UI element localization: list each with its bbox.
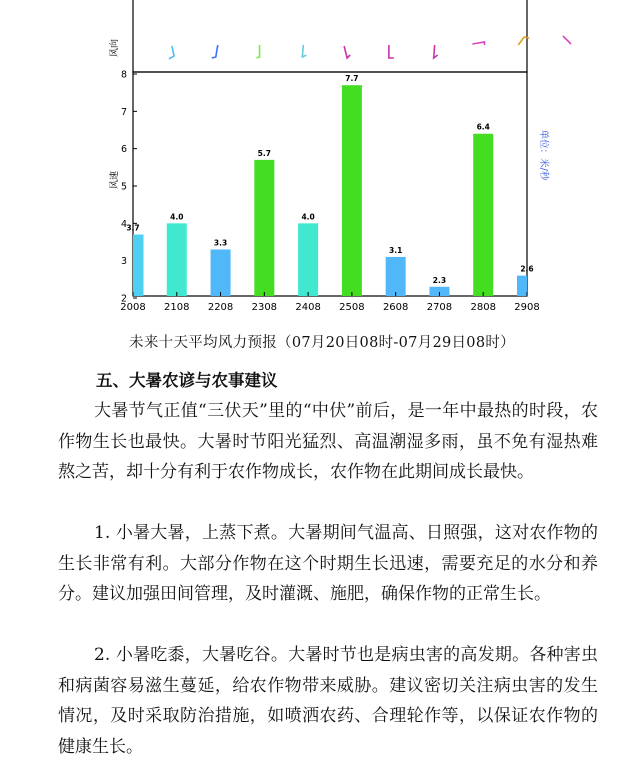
wind-barb-2308 bbox=[302, 45, 306, 57]
bar-2408 bbox=[298, 223, 318, 296]
wind-barb-2108 bbox=[212, 45, 218, 58]
y-tick-label: 6 bbox=[120, 144, 127, 156]
wind-barbs-group bbox=[169, 36, 571, 59]
bar-2108 bbox=[167, 223, 187, 296]
x-tick-label: 2008 bbox=[120, 302, 146, 313]
y-tick-label: 4 bbox=[120, 218, 127, 230]
bar-value-label: 3.3 bbox=[213, 238, 228, 248]
bar-2308 bbox=[254, 160, 274, 296]
wind-barb-2608 bbox=[434, 45, 438, 58]
wind-barb-2508 bbox=[389, 45, 394, 58]
y-tick-label: 5 bbox=[120, 181, 127, 193]
bar-2608 bbox=[386, 257, 406, 296]
x-tick-label: 2408 bbox=[295, 302, 321, 313]
bar-value-label: 2.6 bbox=[520, 264, 534, 274]
y-tick-label: 2 bbox=[120, 293, 127, 305]
wind-barb-2708 bbox=[472, 42, 484, 45]
x-tick-label: 2608 bbox=[382, 302, 409, 313]
y-axis-label: 风速 bbox=[110, 170, 120, 190]
bar-2008 bbox=[133, 235, 144, 296]
bar-value-label: 5.7 bbox=[257, 148, 271, 158]
wind-barb-2908 bbox=[563, 36, 571, 44]
x-tick-label: 2208 bbox=[207, 302, 234, 313]
x-tick-label: 2808 bbox=[470, 302, 496, 313]
y-tick-label: 3 bbox=[120, 256, 127, 268]
bar-2908 bbox=[517, 276, 527, 296]
paragraph-intro: 大暑节气正值“三伏天”里的“中伏”前后，是一年中最热的时段，农作物生长也最快。大暑时节阳光猛烈、高温潮湿多雨，虽不免有湿热难熬之苦，却十分有利于农作物成长，农作物在此期间成长最快。 bbox=[58, 401, 598, 482]
bar-value-label: 2.3 bbox=[432, 275, 447, 285]
bar-value-label: 4.0 bbox=[170, 212, 184, 222]
x-tick-label: 2508 bbox=[339, 302, 365, 313]
wind-barb-2008 bbox=[169, 46, 174, 59]
wind-barb-2208 bbox=[257, 45, 260, 58]
section-heading: 五、大暑农谚与农事建议 bbox=[96, 371, 278, 390]
bar-2208 bbox=[211, 249, 231, 296]
wind-barb-2408 bbox=[344, 46, 350, 58]
unit-label: 单位：米/秒 bbox=[538, 129, 549, 181]
bar-value-label: 7.7 bbox=[345, 74, 359, 84]
wind-forecast-chart bbox=[0, 0, 644, 330]
y-tick-label: 7 bbox=[120, 106, 127, 118]
x-tick-label: 2908 bbox=[514, 302, 540, 313]
bars-group bbox=[126, 74, 533, 296]
x-tick-label: 2708 bbox=[426, 302, 453, 313]
bar-2508 bbox=[342, 85, 362, 296]
paragraph-item-2: 2. 小暑吃黍，大暑吃谷。大暑时节也是病虫害的高发期。各种害虫和病菌容易滋生蔓延，给农作物带来威胁。建议密切关注病虫害的发生情况，及时采取防治措施，如喷洒农药、合理轮作等，以保证农作物的健康生长。 bbox=[58, 645, 598, 757]
bar-2808 bbox=[473, 134, 493, 296]
wind-direction-panel bbox=[133, 0, 527, 72]
paragraph-item-1: 1. 小暑大暑，上蒸下煮。大暑期间气温高、日照强，这对农作物的生长非常有利。大部分作物在这个时期生长迅速，需要充足的水分和养分。建议加强田间管理，及时灌溉、施肥，确保作物的正常生长。 bbox=[58, 523, 598, 604]
plot-frame bbox=[133, 72, 527, 296]
x-tick-label: 2308 bbox=[251, 302, 278, 313]
y-tick-label: 8 bbox=[120, 69, 127, 81]
bar-value-label: 3.1 bbox=[389, 245, 403, 255]
bar-value-label: 3.7 bbox=[126, 223, 140, 233]
wind-direction-label: 风向 bbox=[110, 38, 120, 58]
bar-value-label: 6.4 bbox=[476, 122, 490, 132]
x-tick-label: 2108 bbox=[164, 302, 190, 313]
chart-caption: 未来十天平均风力预报（07月20日08时-07月29日08时） bbox=[129, 335, 515, 351]
bar-value-label: 4.0 bbox=[301, 212, 315, 222]
